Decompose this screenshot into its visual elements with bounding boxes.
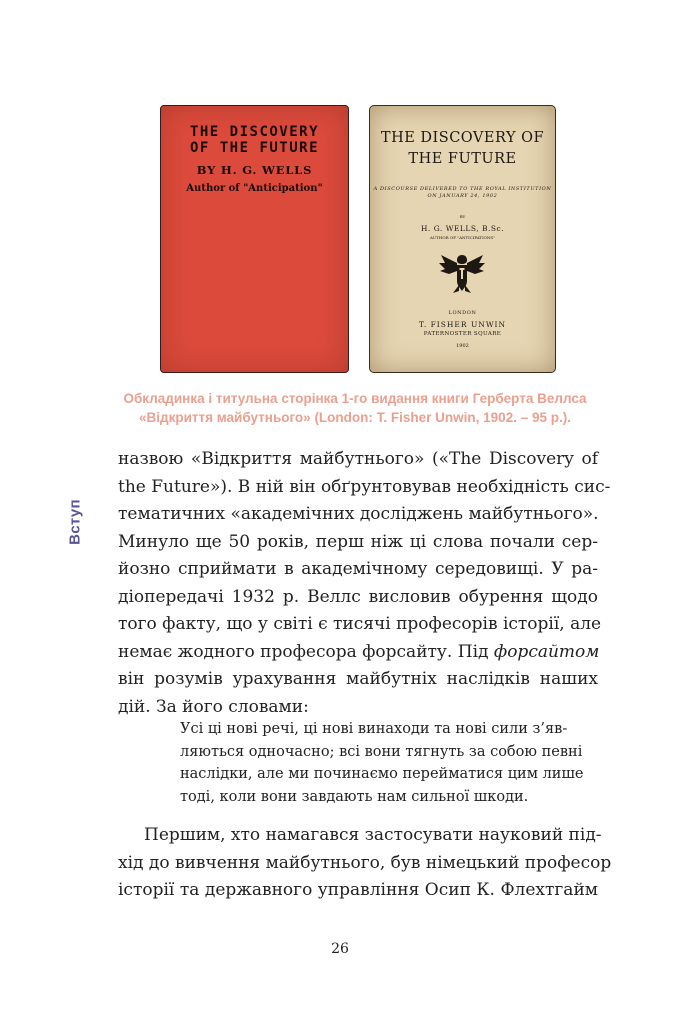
figure-caption-line1: Обкладинка і титульна сторінка 1-го видання книги Герберта Веллса: [123, 391, 587, 406]
cover-subtitle: Author of "Anticipation": [186, 183, 323, 194]
title-page-subtitle-line2: ON JANUARY 24, 1902: [427, 193, 498, 199]
paragraph-1-line: йозно сприймати в академічному середовищі. У ра-: [118, 559, 598, 579]
title-page-address: PATERNOSTER SQUARE: [423, 331, 502, 337]
foresight-term: форсайтом: [493, 641, 600, 662]
page-number: 26: [331, 941, 349, 957]
title-page-author-sub: AUTHOR OF "ANTICIPATIONS": [429, 235, 496, 240]
paragraph-1-line: Минуло ще 50 років, перш ніж ці слова почали сер-: [118, 531, 598, 552]
title-page-title-line1: THE DISCOVERY OF: [380, 130, 545, 146]
figure-caption: [100, 389, 610, 427]
cover-title-line1: THE DISCOVERY: [189, 124, 320, 140]
paragraph-1-line: дій. За його словами:: [118, 696, 309, 717]
title-page-subtitle-line1: A DISCOURSE DELIVERED TO THE ROYAL INSTITUTION: [373, 186, 552, 192]
title-page-publisher: T. FISHER UNWIN: [418, 320, 507, 329]
paragraph-1-line: тематичних «академічних досліджень майбутнього».: [118, 504, 599, 524]
paragraph-2-line: Першим, хто намагався застосувати науковий під-: [144, 825, 602, 845]
section-tab-label: Вступ: [66, 499, 84, 545]
paragraph-1-line: він розумів урахування майбутніх наслідків наших: [118, 669, 598, 689]
title-page-city: LONDON: [448, 310, 477, 316]
paragraph-1: [118, 446, 611, 721]
paragraph-1-line: the Future»). В ній він обґрунтовував необхідність сис-: [118, 476, 611, 497]
paragraph-1-line: назвою «Відкриття майбутнього» («The Discovery of: [118, 449, 598, 469]
quote-line: наслідки, але ми починаємо перейматися цим лише: [180, 766, 584, 782]
paragraph-1-text: немає жодного професора форсайту. Під: [118, 641, 489, 662]
paragraph-2-line: хід до вивчення майбутнього, був німецький професор: [118, 852, 612, 873]
quote-line: ляються одночасно; всі вони тягнуть за собою певні: [180, 743, 583, 760]
block-quote: [180, 718, 584, 808]
paragraph-1-line: діопередачі 1932 р. Веллс висловив обурення щодо: [118, 586, 598, 607]
cover-author: BY H. G. WELLS: [196, 163, 313, 177]
paragraph-2-line: історії та державного управління Осип К. Флехтгайм: [118, 880, 598, 900]
paragraph-2: [118, 822, 612, 905]
paragraph-1-line: [118, 639, 598, 667]
book-figure: [160, 105, 556, 373]
title-page-author: H. G. WELLS, B.Sc.: [420, 224, 505, 233]
book-cover-image: [160, 105, 349, 373]
title-page-by: BY: [459, 214, 466, 219]
title-page-image: [369, 105, 556, 373]
eagle-emblem-icon: [437, 249, 487, 297]
title-page-title-line2: THE FUTURE: [408, 151, 517, 167]
quote-line: Усі ці нові речі, ці нові винаходи та нові сили з’яв-: [180, 721, 568, 737]
section-tab: [64, 496, 86, 548]
cover-title-line2: OF THE FUTURE: [189, 140, 320, 156]
paragraph-1-line: того факту, що у світі є тисячі професорів історії, але: [118, 614, 602, 634]
figure-caption-line2: «Відкриття майбутнього» (London: T. Fisher Unwin, 1902. – 95 p.).: [139, 410, 571, 425]
quote-line: тоді, коли вони завдають нам сильної шкоди.: [180, 788, 529, 805]
title-page-year: 1902: [456, 343, 469, 349]
